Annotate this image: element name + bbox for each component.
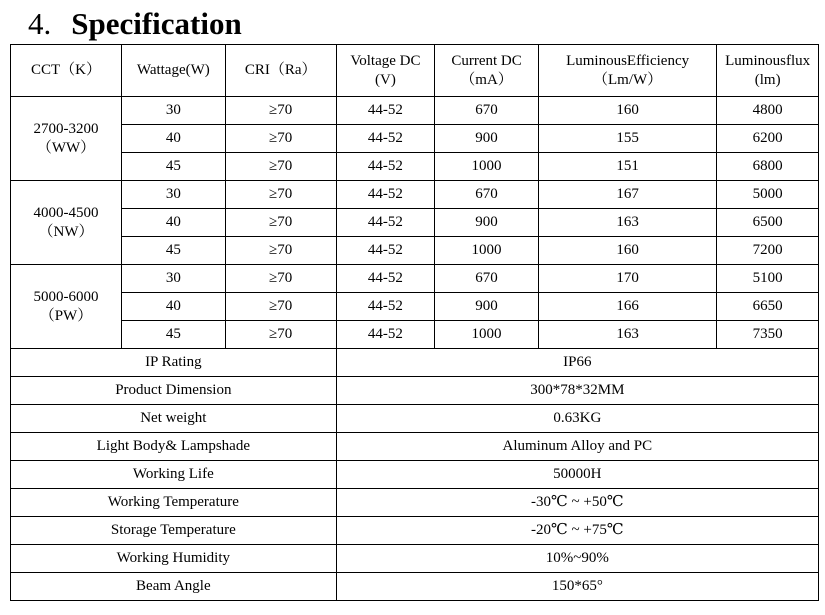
cri-cell: ≥70 <box>225 181 336 209</box>
property-row <box>11 433 819 461</box>
column-header <box>717 45 819 97</box>
cri-cell: ≥70 <box>225 153 336 181</box>
section-title: Specification <box>71 6 242 41</box>
table-row <box>11 293 819 321</box>
wattage-cell: 45 <box>121 153 225 181</box>
current-cell: 900 <box>435 209 539 237</box>
table-row <box>11 97 819 125</box>
current-cell: 1000 <box>435 321 539 349</box>
voltage-cell: 44-52 <box>336 265 435 293</box>
property-value: IP66 <box>336 349 818 377</box>
wattage-cell: 30 <box>121 97 225 125</box>
property-row <box>11 461 819 489</box>
cri-cell: ≥70 <box>225 321 336 349</box>
current-cell: 670 <box>435 265 539 293</box>
efficiency-cell: 166 <box>538 293 716 321</box>
voltage-cell: 44-52 <box>336 97 435 125</box>
column-header <box>336 45 435 97</box>
property-label: Working Humidity <box>11 545 337 573</box>
cct-range: 5000-6000 <box>33 288 99 305</box>
flux-cell: 7200 <box>717 237 819 265</box>
specification-table <box>10 44 819 601</box>
voltage-cell: 44-52 <box>336 293 435 321</box>
property-row <box>11 545 819 573</box>
efficiency-cell: 151 <box>538 153 716 181</box>
flux-cell: 6650 <box>717 293 819 321</box>
column-header-line2: (V) <box>375 71 396 88</box>
cct-cell <box>11 181 122 265</box>
section-heading <box>28 4 242 44</box>
cct-code: （WW） <box>36 139 96 156</box>
property-label: Working Life <box>11 461 337 489</box>
cct-cell <box>11 97 122 181</box>
property-label: Beam Angle <box>11 573 337 601</box>
property-label: Product Dimension <box>11 377 337 405</box>
flux-cell: 5000 <box>717 181 819 209</box>
property-row <box>11 489 819 517</box>
voltage-cell: 44-52 <box>336 321 435 349</box>
wattage-cell: 30 <box>121 181 225 209</box>
property-row <box>11 573 819 601</box>
voltage-cell: 44-52 <box>336 237 435 265</box>
property-row <box>11 405 819 433</box>
property-row <box>11 377 819 405</box>
voltage-cell: 44-52 <box>336 181 435 209</box>
current-cell: 900 <box>435 125 539 153</box>
property-value: 0.63KG <box>336 405 818 433</box>
table-row <box>11 181 819 209</box>
column-header <box>11 45 122 97</box>
cct-range: 2700-3200 <box>33 120 99 137</box>
table-row <box>11 125 819 153</box>
column-header-line1: Wattage(W) <box>136 62 210 78</box>
cct-range: 4000-4500 <box>33 204 99 221</box>
column-header-line1: CCT（K） <box>30 62 101 78</box>
property-label: IP Rating <box>11 349 337 377</box>
wattage-cell: 30 <box>121 265 225 293</box>
property-value: 150*65° <box>336 573 818 601</box>
efficiency-cell: 160 <box>538 237 716 265</box>
efficiency-cell: 167 <box>538 181 716 209</box>
property-value: -30℃ ~ +50℃ <box>336 489 818 517</box>
voltage-cell: 44-52 <box>336 125 435 153</box>
column-header-line1: LuminousEfficiency <box>566 52 690 69</box>
cct-code: （PW） <box>39 307 93 324</box>
flux-cell: 6200 <box>717 125 819 153</box>
column-header <box>538 45 716 97</box>
column-header <box>225 45 336 97</box>
property-row <box>11 517 819 545</box>
current-cell: 1000 <box>435 153 539 181</box>
table-row <box>11 321 819 349</box>
column-header-line1: Current DC <box>451 52 522 69</box>
flux-cell: 6500 <box>717 209 819 237</box>
cri-cell: ≥70 <box>225 237 336 265</box>
column-header-line2: (lm) <box>754 71 781 88</box>
column-header-line1: Voltage DC <box>350 52 421 69</box>
table-row <box>11 209 819 237</box>
cri-cell: ≥70 <box>225 293 336 321</box>
wattage-cell: 40 <box>121 125 225 153</box>
table-row <box>11 237 819 265</box>
cct-cell <box>11 265 122 349</box>
column-header-line2: （mA） <box>460 71 513 88</box>
property-value: 300*78*32MM <box>336 377 818 405</box>
flux-cell: 6800 <box>717 153 819 181</box>
cri-cell: ≥70 <box>225 265 336 293</box>
efficiency-cell: 160 <box>538 97 716 125</box>
property-value: 50000H <box>336 461 818 489</box>
column-header <box>435 45 539 97</box>
efficiency-cell: 170 <box>538 265 716 293</box>
property-value: -20℃ ~ +75℃ <box>336 517 818 545</box>
wattage-cell: 45 <box>121 237 225 265</box>
column-header-line1: Luminousflux <box>725 52 811 69</box>
table-row <box>11 265 819 293</box>
current-cell: 1000 <box>435 237 539 265</box>
column-header <box>121 45 225 97</box>
voltage-cell: 44-52 <box>336 153 435 181</box>
efficiency-cell: 163 <box>538 209 716 237</box>
voltage-cell: 44-52 <box>336 209 435 237</box>
property-label: Net weight <box>11 405 337 433</box>
column-header-line1: CRI（Ra） <box>244 62 317 78</box>
efficiency-cell: 163 <box>538 321 716 349</box>
property-value: Aluminum Alloy and PC <box>336 433 818 461</box>
current-cell: 670 <box>435 97 539 125</box>
flux-cell: 7350 <box>717 321 819 349</box>
property-row <box>11 349 819 377</box>
flux-cell: 5100 <box>717 265 819 293</box>
section-number: 4. <box>28 6 52 41</box>
table-row <box>11 153 819 181</box>
header-row <box>11 45 819 97</box>
current-cell: 900 <box>435 293 539 321</box>
cri-cell: ≥70 <box>225 97 336 125</box>
property-label: Storage Temperature <box>11 517 337 545</box>
property-label: Light Body& Lampshade <box>11 433 337 461</box>
cri-cell: ≥70 <box>225 125 336 153</box>
wattage-cell: 45 <box>121 321 225 349</box>
flux-cell: 4800 <box>717 97 819 125</box>
wattage-cell: 40 <box>121 209 225 237</box>
property-value: 10%~90% <box>336 545 818 573</box>
current-cell: 670 <box>435 181 539 209</box>
column-header-line2: （Lm/W） <box>593 71 663 88</box>
cct-code: （NW） <box>38 223 94 240</box>
efficiency-cell: 155 <box>538 125 716 153</box>
wattage-cell: 40 <box>121 293 225 321</box>
property-label: Working Temperature <box>11 489 337 517</box>
cri-cell: ≥70 <box>225 209 336 237</box>
